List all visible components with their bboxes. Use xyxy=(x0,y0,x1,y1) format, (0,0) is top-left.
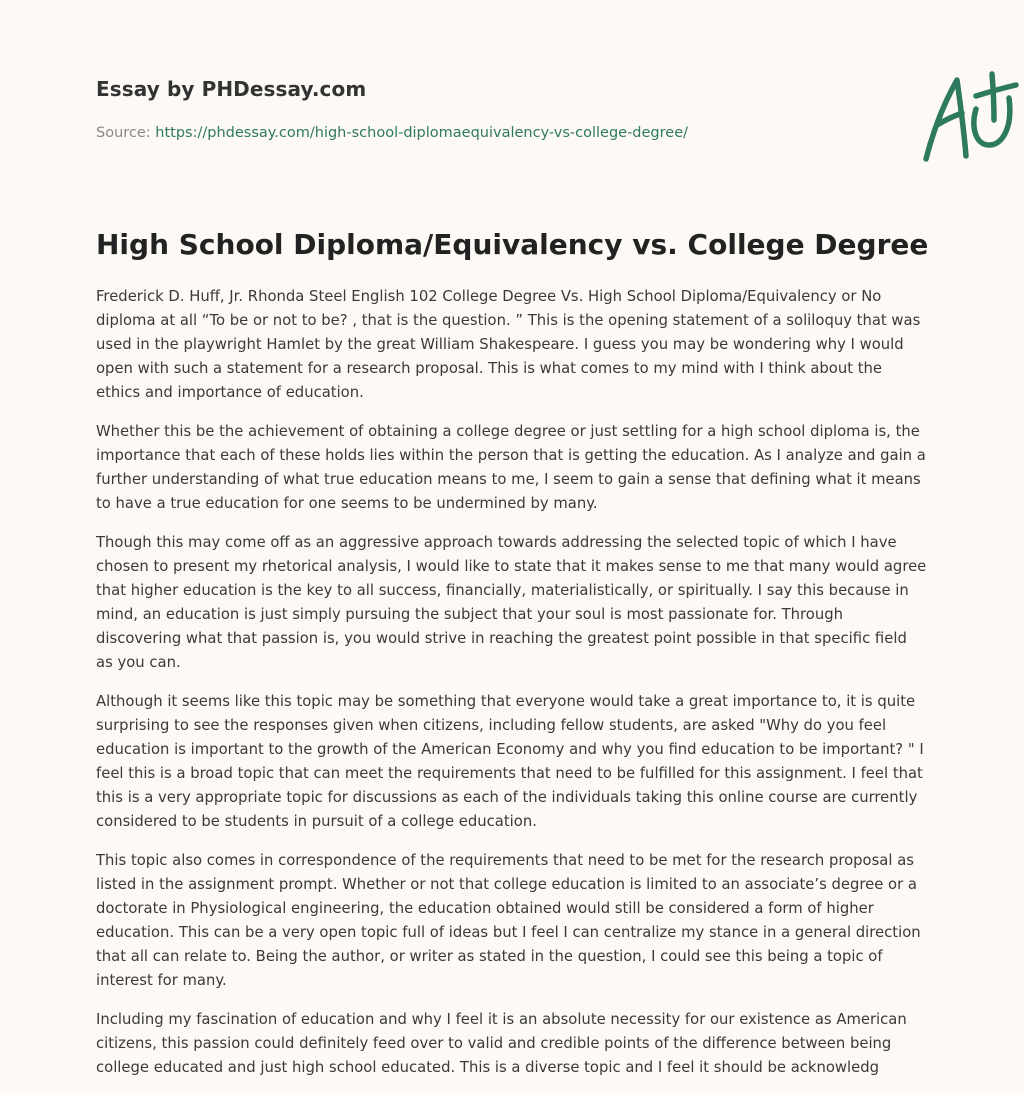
essay-paragraph: This topic also comes in correspondence of the requirements that need to be met for the research proposal as listed in the assignment prompt. Whether or not that college education is limited to an associate’s degree or a doctorate in Physiological engineering, the education obtained would still be considered a form of higher education. This can be a very open topic full of ideas but I feel I can centralize my stance in a general direction that all can relate to. Being the author, or writer as stated in the question, I could see this being a topic of interest for many. xyxy=(96,852,921,989)
essay-paragraph: Frederick D. Huff, Jr. Rhonda Steel English 102 College Degree Vs. High School Diploma/Equivalency or No diploma at all “To be or not to be? , that is the question. ” This is the opening statement of a soliloquy that was used in the playwright Hamlet by the great William Shakespeare. I guess you may be wondering why I would open with such a statement for a research proposal. This is what comes to my mind with I think about the ethics and importance of education. xyxy=(96,288,921,401)
essay-body xyxy=(96,285,928,1095)
essay-title: High School Diploma/Equivalency vs. College Degree xyxy=(96,228,929,261)
essay-paragraph: Including my fascination of education and why I feel it is an absolute necessity for our existence as American citizens, this passion could definitely feed over to valid and credible points of the difference between being college educated and just high school educated. This is a diverse topic and I feel it should be acknowledg xyxy=(96,1011,907,1076)
site-title: Essay by PHDessay.com xyxy=(96,77,367,101)
source-label: Source: xyxy=(96,125,151,141)
essay-paragraph: Although it seems like this topic may be something that everyone would take a great importance to, it is quite surprising to see the responses given when citizens, including fellow students, are asked "Why do you feel education is important to the growth of the American Economy and why you find education to be important? " I feel this is a broad topic that can meet the requirements that need to be fulfilled for this assignment. I feel that this is a very appropriate topic for discussions as each of the individuals taking this online course are currently considered to be students in pursuit of a college education. xyxy=(96,693,924,830)
source-line xyxy=(96,125,688,141)
a-plus-grade-icon xyxy=(918,68,1022,164)
essay-paragraph: Though this may come off as an aggressive approach towards addressing the selected topic of which I have chosen to present my rhetorical analysis, I would like to state that it makes sense to me that many would agree that higher education is the key to all success, financially, materialistically, or spiritually. I say this because in mind, an education is just simply pursuing the subject that your soul is most passionate for. Through discovering what that passion is, you would strive in reaching the greatest point possible in that specific field as you can. xyxy=(96,534,927,671)
essay-paragraph: Whether this be the achievement of obtaining a college degree or just settling for a high school diploma is, the importance that each of these holds lies within the person that is getting the education. As I analyze and gain a further understanding of what true education means to me, I seem to gain a sense that defining what it means to have a true education for one seems to be undermined by many. xyxy=(96,423,926,512)
source-link[interactable]: https://phdessay.com/high-school-diplomaequivalency-vs-college-degree/ xyxy=(155,125,689,141)
